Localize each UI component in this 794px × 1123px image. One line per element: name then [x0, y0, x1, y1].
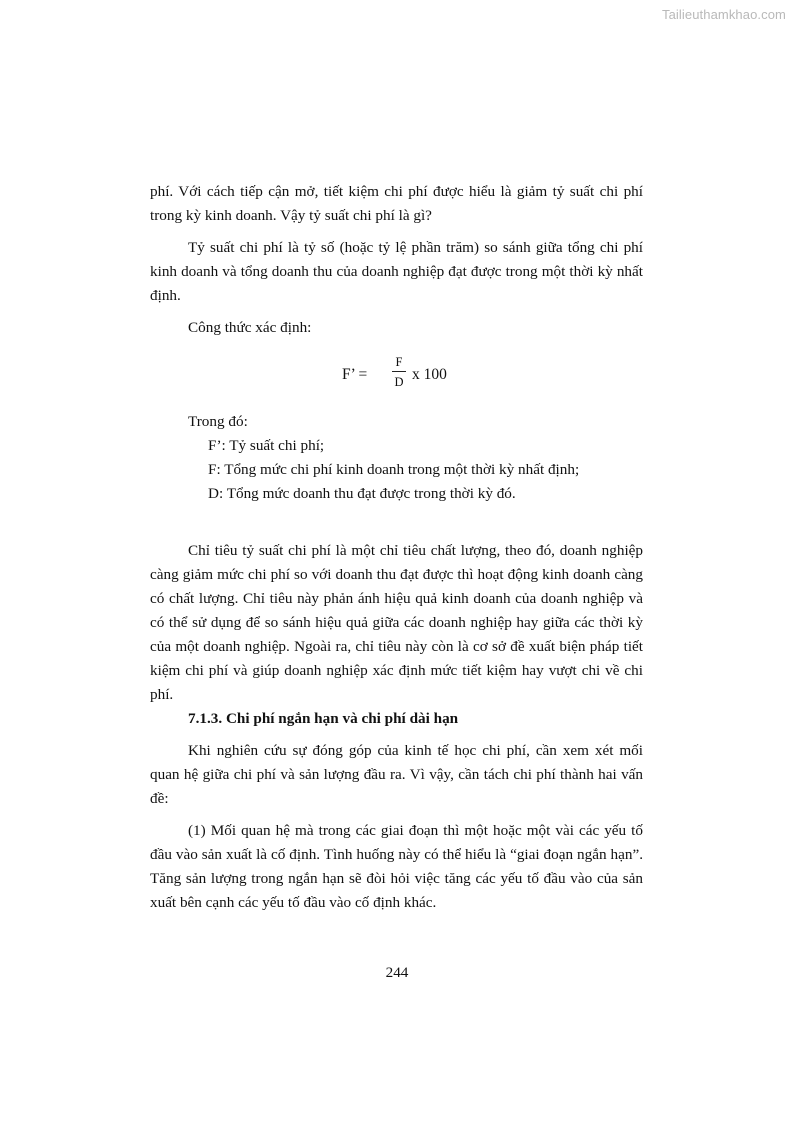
paragraph-5: Chỉ tiêu tỷ suất chi phí là một chỉ tiêu chất lượng, theo đó, doanh nghiệp càng giảm mức chi phí so với doanh thu đạt được thì hoạt động kinh doanh càng có chất lượng. Chỉ tiêu này phản ánh hiệu quả kinh doanh của doanh nghiệp và có thể sử dụng để so sánh hiệu quả giữa các doanh nghiệp hay giữa các thời kỳ của một doanh nghiệp. Ngoài ra, chỉ tiêu này còn là cơ sở đề xuất biện pháp tiết kiệm chi phí và giúp doanh nghiệp xác định mức tiết kiệm hay vượt chi về chi phí.	[150, 542, 643, 703]
paragraph-7: (1) Mối quan hệ mà trong các giai đoạn thì một hoặc một vài các yếu tố đầu vào sản xuất là cố định. Tình huống này có thể hiểu là “giai đoạn ngắn hạn”. Tăng sản lượng trong ngắn hạn sẽ đòi hỏi việc tăng các yếu tố đầu vào của sản xuất bên cạnh các yếu tố đầu vào cố định khác.	[150, 822, 643, 911]
watermark: Tailieuthamkhao.com	[661, 7, 786, 22]
section-heading: 7.1.3. Chi phí ngắn hạn và chi phí dài hạn	[188, 710, 459, 727]
formula-lhs: F’ =	[342, 366, 368, 383]
formula-rhs: x 100	[412, 366, 447, 383]
page-body	[150, 180, 643, 915]
fraction-bar	[392, 371, 406, 372]
paragraph-1: phí. Với cách tiếp cận mở, tiết kiệm chi phí được hiểu là giảm tỷ suất chi phí trong kỳ kinh doanh. Vậy tỷ suất chi phí là gì?	[150, 183, 643, 224]
definition-item: F’: Tỷ suất chi phí;	[208, 437, 325, 454]
definition-item: D: Tổng mức doanh thu đạt được trong thời kỳ đó.	[208, 485, 516, 502]
paragraph-6: Khi nghiên cứu sự đóng góp của kinh tế học chi phí, cần xem xét mối quan hệ giữa chi phí và sản lượng đầu ra. Vì vậy, cần tách chi phí thành hai vấn đề:	[150, 742, 643, 807]
formula	[150, 354, 643, 402]
paragraph-3: Công thức xác định:	[188, 319, 312, 336]
formula-denominator: D	[394, 375, 404, 389]
formula-numerator: F	[395, 355, 403, 369]
formula-fraction	[392, 354, 406, 390]
page-number: 244	[385, 964, 409, 981]
definition-item: F: Tổng mức chi phí kinh doanh trong một thời kỳ nhất định;	[208, 461, 580, 478]
paragraph-2: Tỷ suất chi phí là tỷ số (hoặc tỷ lệ phần trăm) so sánh giữa tổng chi phí kinh doanh và tổng doanh thu của doanh nghiệp đạt được trong một thời kỳ nhất định.	[150, 239, 643, 304]
paragraph-4: Trong đó:	[188, 413, 248, 430]
